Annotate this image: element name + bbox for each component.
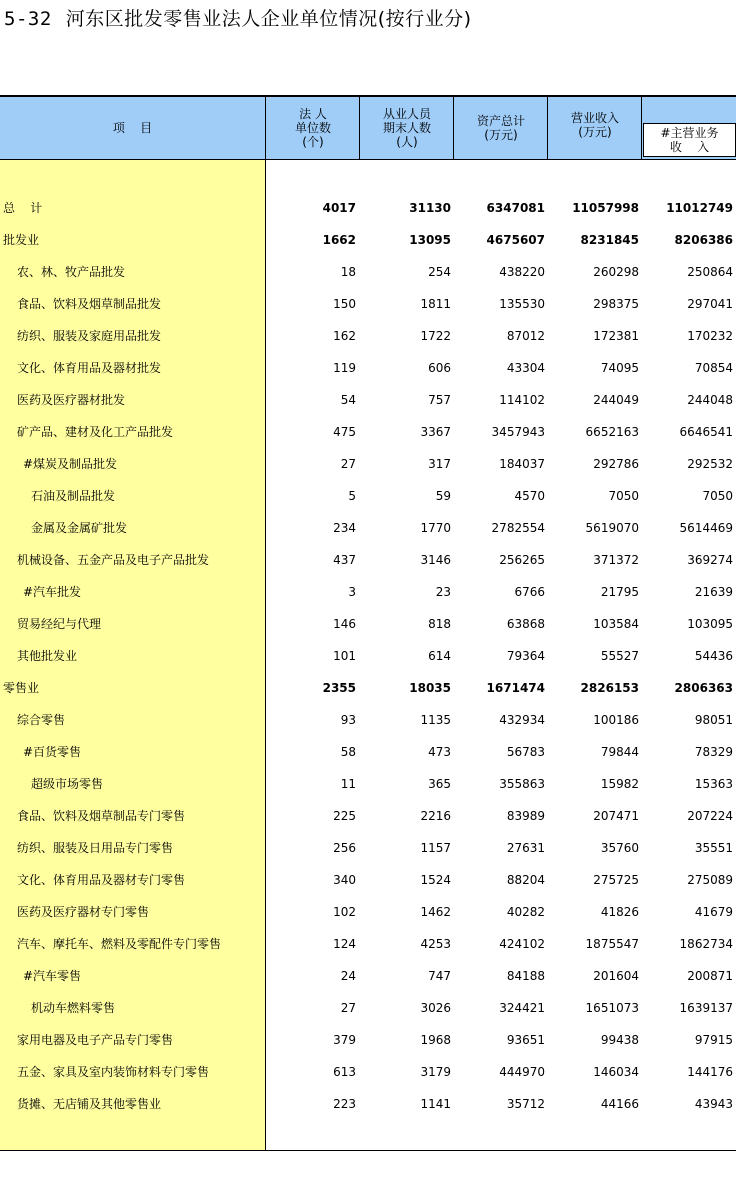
row-label: 汽车、摩托车、燃料及零配件专门零售	[17, 937, 222, 951]
cell-value: 256	[333, 841, 356, 855]
cell-value: 371372	[593, 553, 639, 567]
cell-value: 79364	[506, 649, 545, 663]
cell-value: 7050	[702, 489, 733, 503]
row-label: 家用电器及电子产品专门零售	[17, 1033, 174, 1047]
cell-value: 2355	[322, 681, 356, 695]
cell-value: 83989	[506, 809, 545, 823]
cell-value: 1135	[420, 713, 451, 727]
cell-value: 21639	[694, 585, 733, 599]
cell-value: 146034	[593, 1065, 639, 1079]
row-label: 批发业	[3, 233, 40, 247]
cell-value: 432934	[499, 713, 545, 727]
header-assets-line2: (万元)	[484, 128, 518, 142]
cell-value: 2216	[420, 809, 451, 823]
cell-value: 93651	[506, 1033, 545, 1047]
cell-value: 340	[333, 873, 356, 887]
cell-value: 35760	[600, 841, 639, 855]
table-row	[0, 198, 736, 218]
table-row	[0, 358, 736, 378]
cell-value: 59	[435, 489, 451, 503]
cell-value: 3026	[420, 1001, 451, 1015]
cell-value: 355863	[499, 777, 545, 791]
cell-value: 35712	[506, 1097, 545, 1111]
cell-value: 119	[333, 361, 356, 375]
cell-value: 27631	[506, 841, 545, 855]
cell-value: 6766	[514, 585, 545, 599]
cell-value: 43943	[694, 1097, 733, 1111]
cell-value: 365	[428, 777, 451, 791]
row-label: #百货零售	[23, 745, 82, 759]
cell-value: 58	[340, 745, 356, 759]
table-row	[0, 550, 736, 570]
table-row	[0, 518, 736, 538]
row-label: 矿产品、建材及化工产品批发	[17, 425, 174, 439]
table-row	[0, 1030, 736, 1050]
cell-value: 13095	[409, 233, 451, 247]
cell-value: 207471	[593, 809, 639, 823]
table-row	[0, 390, 736, 410]
row-label: 零售业	[3, 681, 40, 695]
cell-value: 102	[333, 905, 356, 919]
table-title: 河东区批发零售业法人企业单位情况(按行业分)	[65, 8, 472, 30]
cell-value: 6646541	[679, 425, 733, 439]
cell-value: 1662	[322, 233, 356, 247]
row-label: 机动车燃料零售	[31, 1001, 116, 1015]
row-label: 文化、体育用品及器材专门零售	[17, 873, 186, 887]
cell-value: 613	[333, 1065, 356, 1079]
table-row	[0, 742, 736, 762]
cell-value: 74095	[600, 361, 639, 375]
cell-value: 1722	[420, 329, 451, 343]
header-item-label: 项 目	[112, 121, 153, 135]
cell-value: 124	[333, 937, 356, 951]
table-row	[0, 1062, 736, 1082]
cell-value: 234	[333, 521, 356, 535]
cell-value: 170232	[687, 329, 733, 343]
cell-value: 201604	[593, 969, 639, 983]
header-assets	[453, 97, 548, 159]
row-label: 货摊、无店铺及其他零售业	[17, 1097, 162, 1111]
header-employees-line1: 从业人员	[382, 107, 431, 121]
cell-value: 1524	[420, 873, 451, 887]
table-row	[0, 582, 736, 602]
header-employees-line3: (人)	[396, 135, 418, 149]
cell-value: 44166	[600, 1097, 639, 1111]
cell-value: 1862734	[679, 937, 733, 951]
cell-value: 818	[428, 617, 451, 631]
cell-value: 1770	[420, 521, 451, 535]
cell-value: 1157	[420, 841, 451, 855]
cell-value: 7050	[608, 489, 639, 503]
cell-value: 172381	[593, 329, 639, 343]
cell-value: 207224	[687, 809, 733, 823]
table-row	[0, 870, 736, 890]
cell-value: 88204	[506, 873, 545, 887]
cell-value: 27	[340, 457, 356, 471]
row-label: 机械设备、五金产品及电子产品批发	[17, 553, 210, 567]
table-row	[0, 902, 736, 922]
cell-value: 297041	[687, 297, 733, 311]
row-label: 食品、饮料及烟草制品专门零售	[17, 809, 186, 823]
cell-value: 2782554	[491, 521, 545, 535]
header-revenue	[547, 97, 642, 159]
cell-value: 324421	[499, 1001, 545, 1015]
cell-value: 260298	[593, 265, 639, 279]
cell-value: 1811	[420, 297, 451, 311]
table-row	[0, 646, 736, 666]
header-employees	[359, 97, 454, 159]
cell-value: 100186	[593, 713, 639, 727]
table-row	[0, 1094, 736, 1114]
row-label: 五金、家具及室内装饰材料专门零售	[17, 1065, 210, 1079]
cell-value: 757	[428, 393, 451, 407]
cell-value: 84188	[506, 969, 545, 983]
header-assets-line1: 资产总计	[476, 114, 525, 128]
row-label: 贸易经纪与代理	[17, 617, 102, 631]
cell-value: 24	[340, 969, 356, 983]
cell-value: 244049	[593, 393, 639, 407]
cell-value: 369274	[687, 553, 733, 567]
table-row	[0, 294, 736, 314]
header-units-line2: 单位数	[294, 121, 331, 135]
cell-value: 256265	[499, 553, 545, 567]
header-revenue-line2: (万元)	[578, 125, 612, 139]
cell-value: 2826153	[580, 681, 639, 695]
cell-value: 4675607	[486, 233, 545, 247]
cell-value: 4253	[420, 937, 451, 951]
cell-value: 11057998	[572, 201, 639, 215]
cell-value: 614	[428, 649, 451, 663]
cell-value: 292786	[593, 457, 639, 471]
cell-value: 1141	[420, 1097, 451, 1111]
cell-value: 1639137	[679, 1001, 733, 1015]
page-title	[4, 4, 472, 31]
cell-value: 103095	[687, 617, 733, 631]
row-label: 超级市场零售	[31, 777, 104, 791]
cell-value: 424102	[499, 937, 545, 951]
row-label: 食品、饮料及烟草制品批发	[17, 297, 162, 311]
cell-value: 1462	[420, 905, 451, 919]
cell-value: 200871	[687, 969, 733, 983]
table-bottom-rule	[0, 1150, 736, 1151]
cell-value: 79844	[600, 745, 639, 759]
cell-value: 3179	[420, 1065, 451, 1079]
table-row	[0, 326, 736, 346]
cell-value: 2806363	[674, 681, 733, 695]
row-label: 金属及金属矿批发	[31, 521, 128, 535]
cell-value: 54	[340, 393, 356, 407]
table-row	[0, 998, 736, 1018]
cell-value: 93	[340, 713, 356, 727]
cell-value: 31130	[409, 201, 451, 215]
row-label: 纺织、服装及日用品专门零售	[17, 841, 174, 855]
cell-value: 184037	[499, 457, 545, 471]
cell-value: 1651073	[585, 1001, 639, 1015]
cell-value: 4570	[514, 489, 545, 503]
cell-value: 3	[348, 585, 356, 599]
cell-value: 41826	[600, 905, 639, 919]
table-row	[0, 454, 736, 474]
row-label: 医药及医疗器材批发	[17, 393, 126, 407]
table-row	[0, 710, 736, 730]
cell-value: 437	[333, 553, 356, 567]
cell-value: 11012749	[666, 201, 733, 215]
header-employees-line2: 期末人数	[382, 121, 431, 135]
cell-value: 56783	[506, 745, 545, 759]
table-row	[0, 838, 736, 858]
cell-value: 41679	[694, 905, 733, 919]
cell-value: 6652163	[585, 425, 639, 439]
row-label: #汽车零售	[23, 969, 82, 983]
cell-value: 15363	[694, 777, 733, 791]
header-main-revenue-line2: 收 入	[669, 140, 710, 154]
cell-value: 244048	[687, 393, 733, 407]
row-label: 纺织、服装及家庭用品批发	[17, 329, 162, 343]
cell-value: 8206386	[674, 233, 733, 247]
cell-value: 103584	[593, 617, 639, 631]
cell-value: 78329	[694, 745, 733, 759]
cell-value: 87012	[506, 329, 545, 343]
header-units-line3: (个)	[302, 135, 324, 149]
row-label: #煤炭及制品批发	[23, 457, 118, 471]
row-label: 综合零售	[17, 713, 66, 727]
row-label: 文化、体育用品及器材批发	[17, 361, 162, 375]
cell-value: 98051	[694, 713, 733, 727]
header-units	[265, 97, 360, 159]
cell-value: 23	[435, 585, 451, 599]
cell-value: 6347081	[486, 201, 545, 215]
table-row	[0, 486, 736, 506]
table-row	[0, 614, 736, 634]
table-row	[0, 262, 736, 282]
row-label: 医药及医疗器材专门零售	[17, 905, 150, 919]
cell-value: 27	[340, 1001, 356, 1015]
cell-value: 444970	[499, 1065, 545, 1079]
cell-value: 275089	[687, 873, 733, 887]
cell-value: 298375	[593, 297, 639, 311]
cell-value: 114102	[499, 393, 545, 407]
table-header	[0, 97, 736, 160]
cell-value: 606	[428, 361, 451, 375]
cell-value: 18	[340, 265, 356, 279]
cell-value: 475	[333, 425, 356, 439]
table-row	[0, 230, 736, 250]
table-row	[0, 678, 736, 698]
cell-value: 162	[333, 329, 356, 343]
header-revenue-line1: 营业收入	[570, 111, 619, 125]
cell-value: 101	[333, 649, 356, 663]
cell-value: 21795	[600, 585, 639, 599]
cell-value: 43304	[506, 361, 545, 375]
cell-value: 5	[348, 489, 356, 503]
row-label: 其他批发业	[17, 649, 78, 663]
cell-value: 63868	[506, 617, 545, 631]
cell-value: 18035	[409, 681, 451, 695]
cell-value: 275725	[593, 873, 639, 887]
cell-value: 146	[333, 617, 356, 631]
cell-value: 40282	[506, 905, 545, 919]
cell-value: 97915	[694, 1033, 733, 1047]
table-row	[0, 966, 736, 986]
table-row	[0, 774, 736, 794]
cell-value: 250864	[687, 265, 733, 279]
cell-value: 747	[428, 969, 451, 983]
header-item	[0, 97, 265, 159]
cell-value: 1671474	[486, 681, 545, 695]
cell-value: 223	[333, 1097, 356, 1111]
cell-value: 473	[428, 745, 451, 759]
cell-value: 3146	[420, 553, 451, 567]
cell-value: 11	[340, 777, 356, 791]
cell-value: 292532	[687, 457, 733, 471]
cell-value: 3457943	[491, 425, 545, 439]
cell-value: 15982	[600, 777, 639, 791]
cell-value: 135530	[499, 297, 545, 311]
table-row	[0, 806, 736, 826]
cell-value: 3367	[420, 425, 451, 439]
row-label: #汽车批发	[23, 585, 82, 599]
cell-value: 1968	[420, 1033, 451, 1047]
row-label: 农、林、牧产品批发	[17, 265, 126, 279]
table-row	[0, 422, 736, 442]
cell-value: 55527	[600, 649, 639, 663]
cell-value: 317	[428, 457, 451, 471]
cell-value: 379	[333, 1033, 356, 1047]
cell-value: 5619070	[585, 521, 639, 535]
row-label: 总 计	[3, 201, 43, 215]
row-label: 石油及制品批发	[31, 489, 116, 503]
cell-value: 438220	[499, 265, 545, 279]
cell-value: 4017	[322, 201, 356, 215]
cell-value: 254	[428, 265, 451, 279]
cell-value: 225	[333, 809, 356, 823]
cell-value: 8231845	[580, 233, 639, 247]
header-main-revenue-line1: #主营业务	[660, 126, 719, 140]
cell-value: 1875547	[585, 937, 639, 951]
cell-value: 5614469	[679, 521, 733, 535]
cell-value: 54436	[694, 649, 733, 663]
cell-value: 35551	[694, 841, 733, 855]
cell-value: 99438	[600, 1033, 639, 1047]
cell-value: 70854	[694, 361, 733, 375]
cell-value: 144176	[687, 1065, 733, 1079]
header-units-line1: 法 人	[299, 107, 327, 121]
table-number: 5-32	[4, 8, 52, 30]
table-row	[0, 934, 736, 954]
cell-value: 150	[333, 297, 356, 311]
header-main-revenue	[641, 97, 736, 159]
